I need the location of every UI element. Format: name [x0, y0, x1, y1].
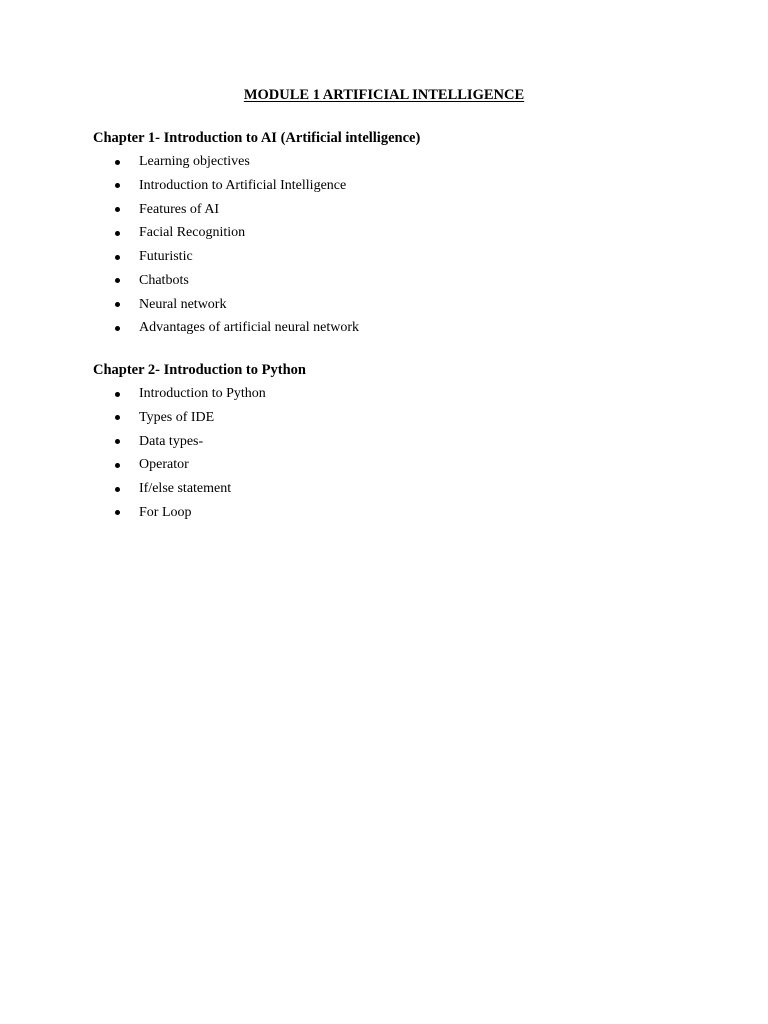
- chapter-1-section: [93, 129, 713, 343]
- topic-label: For Loop: [139, 504, 192, 520]
- bullet-icon: [115, 510, 120, 515]
- bullet-icon: [115, 255, 120, 260]
- list-item: [93, 153, 713, 171]
- topic-label: Features of AI: [139, 201, 220, 217]
- bullet-icon: [115, 207, 120, 212]
- list-item: [93, 480, 713, 498]
- bullet-icon: [115, 463, 120, 468]
- list-item: [93, 224, 713, 242]
- list-item: [93, 409, 713, 427]
- chapter-2-section: [93, 361, 713, 528]
- bullet-icon: [115, 326, 120, 331]
- topic-label: Learning objectives: [139, 154, 250, 169]
- list-item: [93, 385, 713, 403]
- topic-label: Chatbots: [139, 272, 189, 288]
- topic-label: Neural network: [139, 296, 227, 312]
- bullet-icon: [115, 415, 120, 420]
- list-item: [93, 504, 713, 522]
- topic-label: Futuristic: [139, 249, 193, 264]
- list-item: [93, 456, 713, 474]
- topic-label: Facial Recognition: [139, 225, 246, 241]
- bullet-icon: [115, 302, 120, 307]
- chapter-2-heading: Chapter 2- Introduction to Python: [93, 362, 306, 378]
- list-item: [93, 248, 713, 266]
- bullet-icon: [115, 278, 120, 283]
- chapter-1-heading: Chapter 1- Introduction to AI (Artificial intelligence): [93, 130, 421, 146]
- bullet-icon: [115, 392, 120, 397]
- document-title: MODULE 1 ARTIFICIAL INTELLIGENCE: [243, 87, 525, 103]
- list-item: [93, 272, 713, 290]
- topic-label: Introduction to Python: [139, 386, 266, 401]
- topic-label: Types of IDE: [139, 409, 215, 425]
- chapter-2-topic-list: [93, 385, 713, 522]
- list-item: [93, 201, 713, 219]
- topic-label: If/else statement: [139, 481, 232, 496]
- bullet-icon: [115, 160, 120, 165]
- list-item: [93, 433, 713, 451]
- topic-label: Data types-: [139, 433, 204, 449]
- bullet-icon: [115, 183, 120, 188]
- topic-label: Operator: [139, 457, 189, 473]
- topic-label: Advantages of artificial neural network: [139, 320, 360, 336]
- bullet-icon: [115, 439, 120, 444]
- list-item: [93, 319, 713, 337]
- topic-label: Introduction to Artificial Intelligence: [139, 177, 347, 193]
- bullet-icon: [115, 487, 120, 492]
- bullet-icon: [115, 231, 120, 236]
- list-item: [93, 177, 713, 195]
- chapter-1-topic-list: [93, 153, 713, 337]
- list-item: [93, 296, 713, 314]
